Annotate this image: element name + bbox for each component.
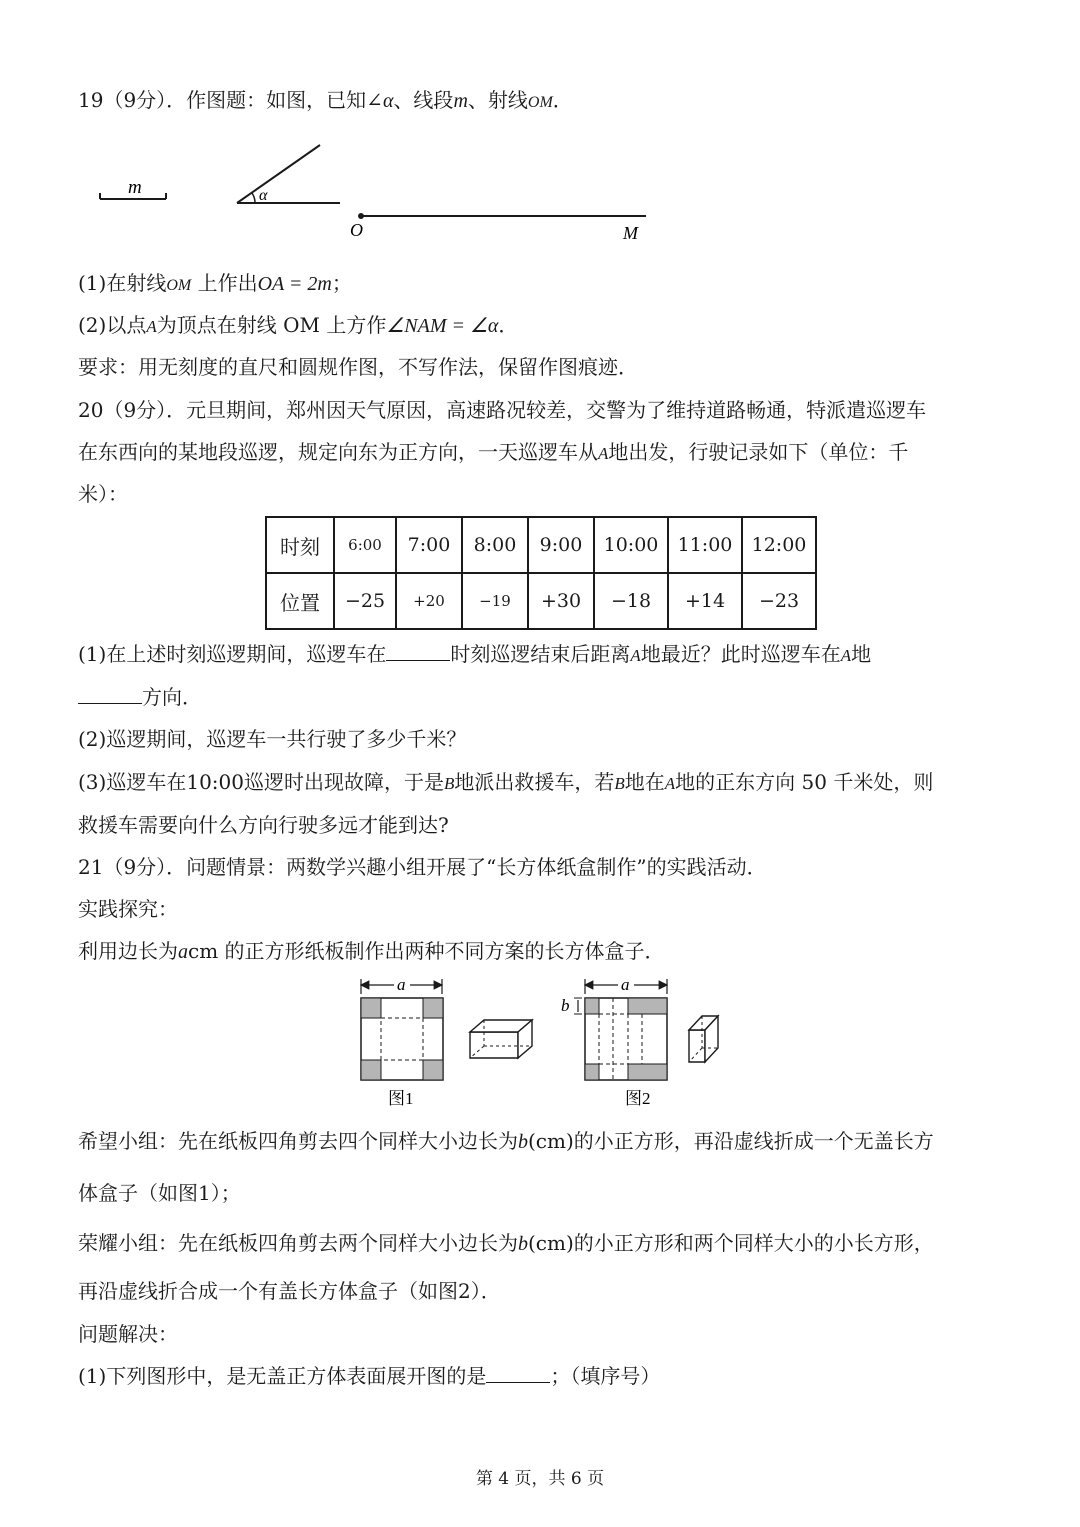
table-cell: 10:00 [594, 517, 668, 573]
q19-figure [90, 135, 670, 250]
answer-blank[interactable] [486, 1362, 550, 1383]
table-cell: 9:00 [528, 517, 594, 573]
figure-2 [561, 975, 718, 1108]
table-cell: −18 [594, 573, 668, 629]
q21-line1: 21（9分）．问题情景：两数学兴趣小组开展了“长方体纸盒制作”的实践活动． [78, 855, 767, 879]
q21-solve-heading: 问题解决： [78, 1322, 178, 1346]
table-row-positions [266, 573, 816, 629]
q21-glory-line1: 荣耀小组：先在纸板四角剪去两个同样大小边长为b(cm)的小正方形和两个同样大小的小长方形， [78, 1231, 934, 1255]
figure-1 [361, 975, 532, 1108]
q21-hope-line1: 希望小组：先在纸板四角剪去四个同样大小边长为b(cm)的小正方形，再沿虚线折成一个无盖长方 [78, 1129, 934, 1153]
table-cell: +20 [396, 573, 462, 629]
angle-alpha-label: α [259, 187, 268, 204]
table-cell: 8:00 [462, 517, 528, 573]
table-cell: 7:00 [396, 517, 462, 573]
q20-part1-cont: 方向． [78, 683, 202, 711]
table-cell: −23 [742, 573, 816, 629]
q20-line3: 米）： [78, 482, 128, 506]
q21-part1: (1)下列图形中，是无盖正方体表面展开图的是 ；（填序号） [78, 1364, 661, 1388]
q20-line1: 20（9分）．元旦期间，郑州因天气原因，高速路况较差，交警为了维持道路畅通，特派遣巡逻车 [78, 398, 927, 422]
ray-om [350, 213, 646, 243]
table-cell: +14 [668, 573, 742, 629]
q19-part1: (1)在射线OM 上作出OA = 2m； [78, 271, 352, 295]
q19-part2: (2)以点A为顶点在射线 OM 上方作∠NAM = ∠α． [78, 313, 519, 337]
q21-line3: 利用边长为acm 的正方形纸板制作出两种不同方案的长方体盒子． [78, 939, 665, 963]
q20-part3: (3)巡逻车在10:00巡逻时出现故障，于是B地派出救援车，若B地在A地的正东方向 50 千米处，则 [78, 770, 934, 794]
q21-line2: 实践探究： [78, 897, 178, 921]
segment-m-label: m [128, 177, 142, 198]
segment-m [100, 177, 166, 199]
page-footer: 第 4 页，共 6 页 [475, 1469, 605, 1489]
table-cell: +30 [528, 573, 594, 629]
point-o-label: O [350, 220, 363, 240]
figure-2-a-label: a [621, 975, 630, 994]
table-row-times [266, 517, 816, 573]
angle-alpha [237, 145, 340, 204]
q19-requirement: 要求：用无刻度的直尺和圆规作图，不写作法，保留作图痕迹． [78, 355, 638, 379]
figure-1-caption: 图1 [388, 1089, 414, 1108]
answer-blank[interactable] [386, 640, 450, 661]
q21-glory-line2: 再沿虚线折合成一个有盖长方体盒子（如图2）． [78, 1279, 501, 1303]
figure-2-caption: 图2 [625, 1089, 651, 1108]
table-cell: −19 [462, 573, 528, 629]
q20-part2: (2)巡逻期间，巡逻车一共行驶了多少千米？ [78, 727, 467, 751]
table-cell: −25 [334, 573, 396, 629]
q20-part1: (1)在上述时刻巡逻期间，巡逻车在 时刻巡逻结束后距离A地最近？此时巡逻车在A地 [78, 642, 872, 666]
box-figures [350, 970, 730, 1112]
q20-line2: 在东西向的某地段巡逻，规定向东为正方向，一天巡逻车从A地出发，行驶记录如下（单位：千 [78, 440, 909, 464]
patrol-record-table [265, 516, 817, 630]
table-head-position: 位置 [266, 573, 334, 629]
table-head-time: 时刻 [266, 517, 334, 573]
q21-hope-line2: 体盒子（如图1）； [78, 1181, 241, 1205]
q19-title: 19（9分）．作图题：如图，已知∠α、线段m、射线OM． [78, 88, 573, 112]
q20-part3-cont: 救援车需要向什么方向行驶多远才能到达? [78, 813, 449, 837]
answer-blank[interactable] [78, 683, 142, 704]
table-cell: 12:00 [742, 517, 816, 573]
table-cell: 11:00 [668, 517, 742, 573]
figure-2-b-label: b [561, 996, 570, 1015]
figure-1-a-label: a [397, 975, 406, 994]
point-m-label: M [623, 223, 638, 243]
table-cell: 6:00 [334, 517, 396, 573]
